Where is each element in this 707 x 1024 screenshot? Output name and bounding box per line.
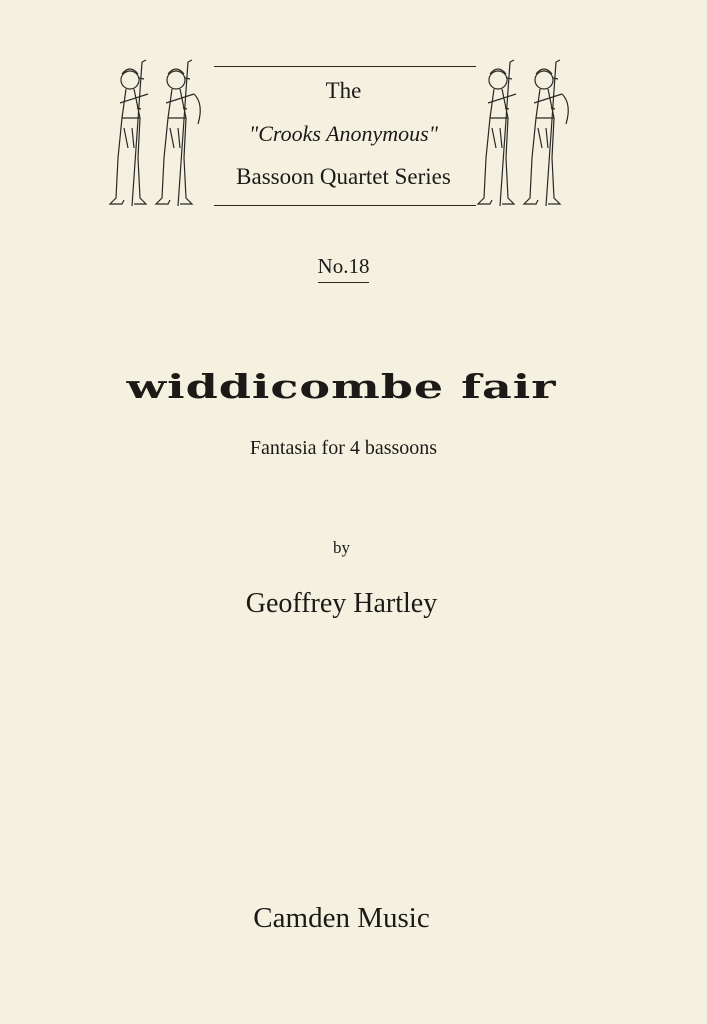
composer-name: Geoffrey Hartley <box>245 588 438 619</box>
series-number-block <box>0 254 707 283</box>
work-subtitle: Fantasia for 4 bassoons <box>249 437 438 459</box>
work-title: widdicombe fair <box>126 367 557 406</box>
series-number: No.18 <box>318 254 370 283</box>
by-label: by <box>333 538 350 557</box>
series-title-text: Bassoon Quartet Series <box>236 164 451 189</box>
series-top-rule <box>214 66 476 67</box>
series-the-text: The <box>325 78 362 103</box>
series-name-text: "Crooks Anonymous" <box>249 121 438 146</box>
publisher-name: Camden Music <box>253 902 430 934</box>
series-bottom-rule <box>214 205 476 206</box>
